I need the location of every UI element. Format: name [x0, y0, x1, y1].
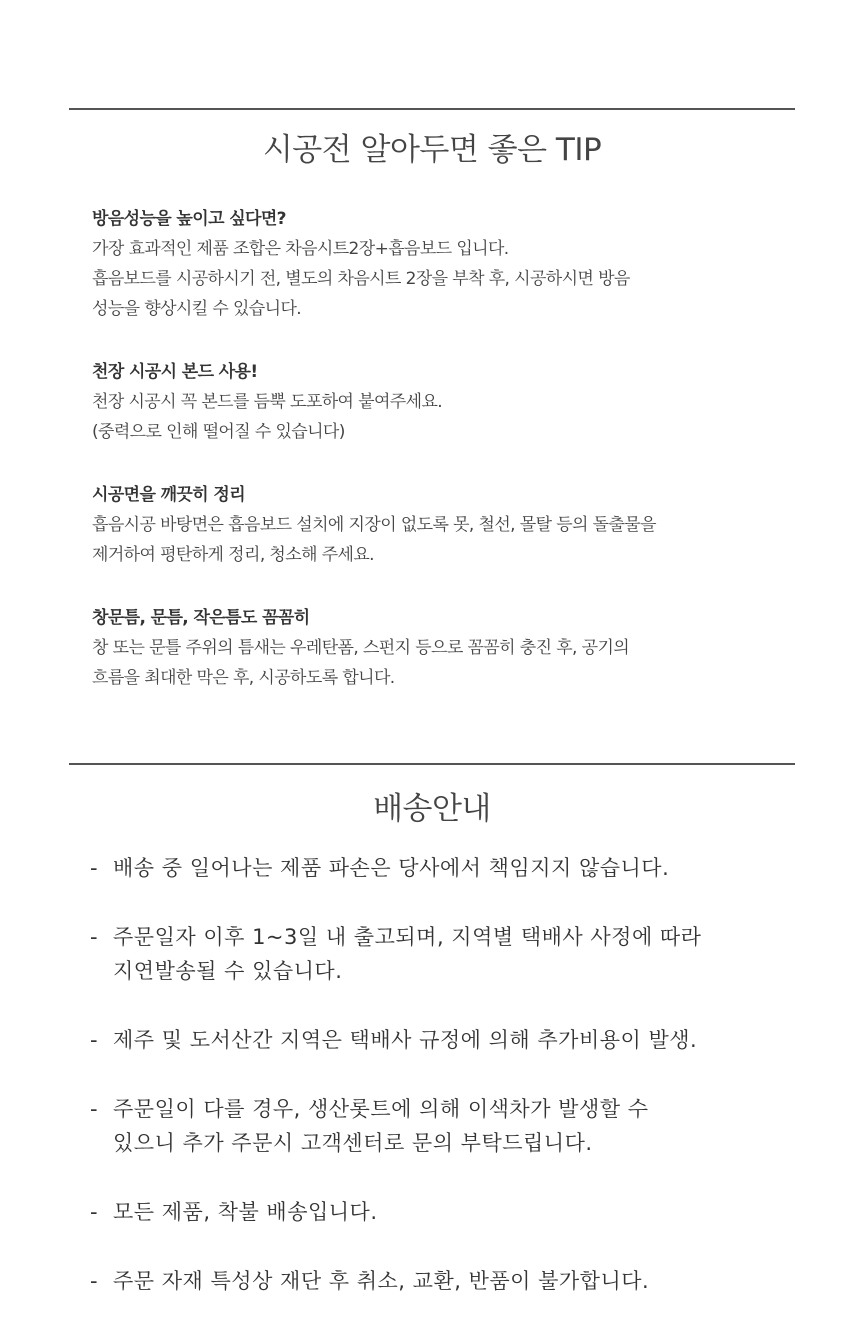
bullet-dash: -	[90, 1269, 98, 1293]
tip-text: 흡음시공 바탕면은 흡음보드 설치에 지장이 없도록 못, 철선, 몰탈 등의 돌출물을	[92, 515, 656, 535]
bullet-dash: -	[90, 1200, 98, 1224]
tip-text: 가장 효과적인 제품 조합은 차음시트2장+흡음보드 입니다.	[92, 239, 509, 259]
tip-item	[92, 204, 782, 324]
shipping-notice-text: 있으니 추가 주문시 고객센터로 문의 부탁드립니다.	[113, 1131, 593, 1155]
shipping-notice-text: 지연발송될 수 있습니다.	[113, 959, 343, 983]
shipping-section-divider	[69, 763, 795, 765]
shipping-notice-list	[90, 851, 790, 1333]
bullet-dash: -	[90, 925, 98, 949]
tip-list	[92, 204, 782, 726]
tip-text: 흐름을 최대한 막은 후, 시공하도록 합니다.	[92, 668, 395, 688]
shipping-notice-item	[90, 1264, 790, 1298]
shipping-notice-item	[90, 1023, 790, 1057]
shipping-notice-text: 모든 제품, 착불 배송입니다.	[113, 1200, 378, 1224]
tip-item	[92, 603, 782, 693]
bullet-dash: -	[90, 1097, 98, 1121]
tip-text: 제거하여 평탄하게 정리, 청소해 주세요.	[92, 545, 374, 565]
shipping-notice-text: 주문일이 다를 경우, 생산롯트에 의해 이색차가 발생할 수	[113, 1097, 649, 1121]
tip-item	[92, 357, 782, 447]
tip-section-title: 시공전 알아두면 좋은 TIP	[262, 132, 602, 168]
shipping-notice-item	[90, 851, 790, 885]
bullet-dash: -	[90, 856, 98, 880]
shipping-notice-text: 주문 자재 특성상 재단 후 취소, 교환, 반품이 불가합니다.	[113, 1269, 650, 1293]
tip-heading: 방음성능을 높이고 싶다면?	[92, 209, 286, 229]
tip-text: 성능을 향상시킬 수 있습니다.	[92, 299, 302, 319]
shipping-notice-item	[90, 1195, 790, 1229]
tip-heading: 시공면을 깨끗히 정리	[92, 485, 246, 505]
tip-heading: 천장 시공시 본드 사용!	[92, 362, 258, 382]
tip-text: (중력으로 인해 떨어질 수 있습니다)	[92, 422, 345, 442]
tip-text: 천장 시공시 꼭 본드를 듬뿍 도포하여 붙여주세요.	[92, 392, 443, 412]
tip-section-divider	[69, 108, 795, 110]
tip-item	[92, 480, 782, 570]
tip-text: 창 또는 문틀 주위의 틈새는 우레탄폼, 스펀지 등으로 꼼꼼히 충진 후, 공기의	[92, 638, 630, 658]
shipping-notice-text: 주문일자 이후 1~3일 내 출고되며, 지역별 택배사 사정에 따라	[113, 925, 702, 949]
tip-text: 흡음보드를 시공하시기 전, 별도의 차음시트 2장을 부착 후, 시공하시면 방음	[92, 269, 630, 289]
shipping-notice-item	[90, 1092, 790, 1160]
shipping-notice-text: 배송 중 일어나는 제품 파손은 당사에서 책임지지 않습니다.	[113, 856, 670, 880]
shipping-section-title: 배송안내	[373, 791, 491, 827]
bullet-dash: -	[90, 1028, 98, 1052]
tip-heading: 창문틈, 문틈, 작은틈도 꼼꼼히	[92, 608, 310, 628]
shipping-notice-text: 제주 및 도서산간 지역은 택배사 규정에 의해 추가비용이 발생.	[113, 1028, 698, 1052]
shipping-notice-item	[90, 920, 790, 988]
